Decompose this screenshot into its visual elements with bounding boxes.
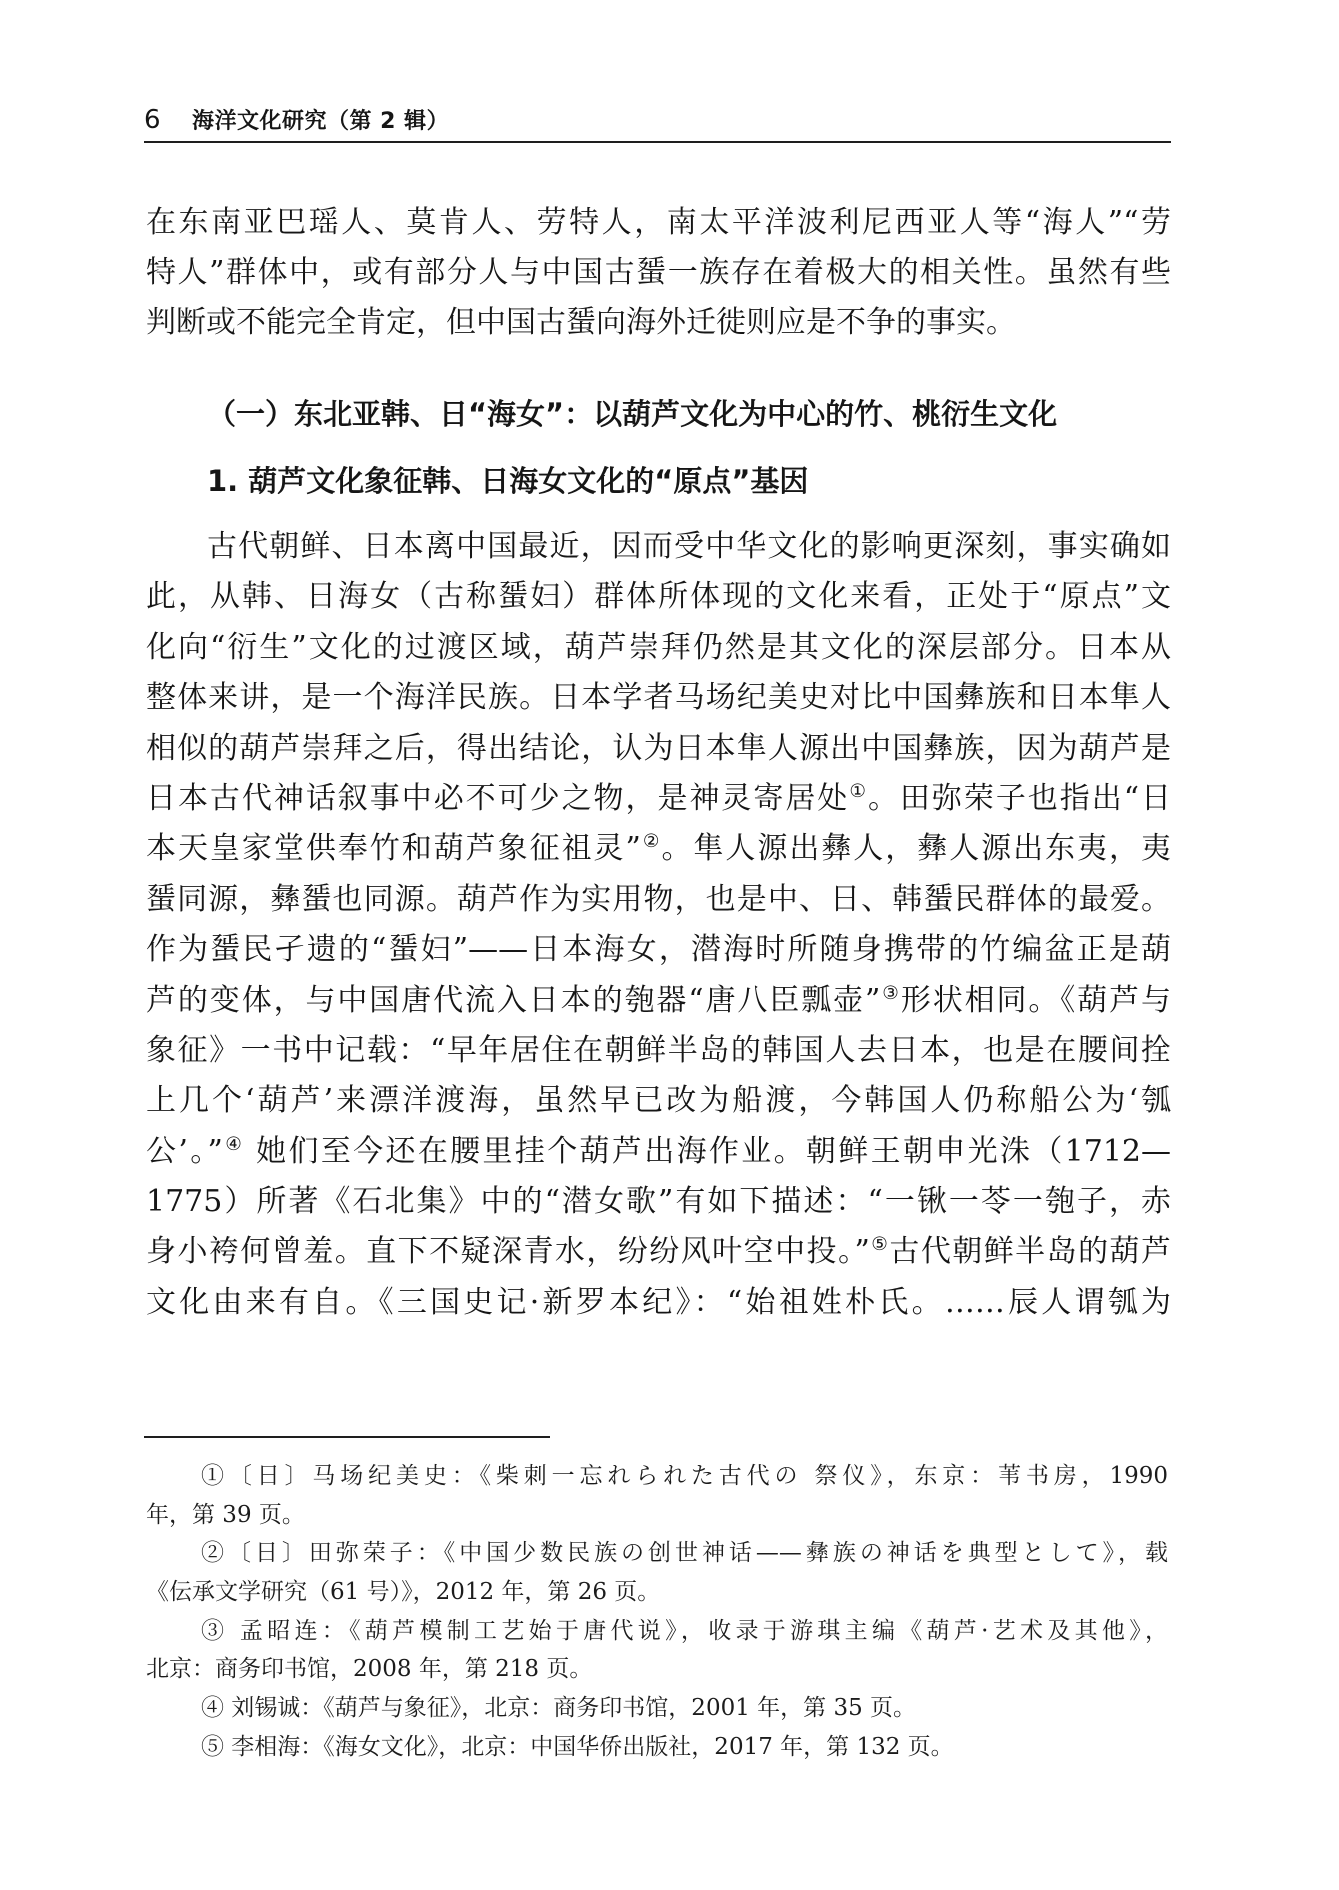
text-line [146,976,1171,1026]
subsection-heading: 1. 葫芦文化象征韩、日海女文化的“原点”基因 [207,464,809,498]
text-line: 作为蜑民孑遗的“蜑妇”——日本海女，潜海时所随身携带的竹编盆正是葫 [146,932,1171,968]
paragraph-continued [146,198,1171,348]
text-line: 文化由来有自。《三国史记·新罗本纪》：“始祖姓朴氏。……辰人谓瓠为 [146,1284,1171,1320]
page-number: 6 [144,105,161,135]
text-line: 此，从韩、日海女（古称蜑妇）群体所体现的文化来看，正处于“原点”文 [146,579,1171,615]
section-heading: （一）东北亚韩、日“海女”：以葫芦文化为中心的竹、桃衍生文化 [207,397,1058,431]
text-line [146,1127,1171,1177]
text-line [146,824,1171,874]
text-line: 1775）所著《石北集》中的“潜女歌”有如下描述：“一锹一苓一匏子，赤 [146,1184,1171,1220]
text-segment: 。田弥荣子也指出“日 [867,780,1172,816]
footnote-4-line: ④ 刘锡诚：《葫芦与象征》，北京：商务印书馆，2001 年，第 35 页。 [201,1695,917,1722]
running-header [144,104,449,140]
text-segment: 本天皇家堂供奉竹和葫芦象征祖灵” [146,831,641,867]
text-line: 蜑同源，彝蜑也同源。葫芦作为实用物，也是中、日、韩蜑民群体的最爱。 [146,881,1171,917]
footnote-3-line: ③ 孟昭连：《葫芦模制工艺始于唐代说》，收录于游琪主编《葫芦·艺术及其他》， [201,1617,1168,1644]
footnote-ref-4[interactable]: ④ [222,1133,245,1155]
text-segment: 芦的变体，与中国唐代流入日本的匏器“唐八臣瓢壶” [146,982,881,1018]
text-line: 判断或不能完全肯定，但中国古蜑向海外迁徙则应是不争的事实。 [146,305,1016,340]
footnote-ref-1[interactable]: ① [849,780,868,802]
text-line: 古代朝鲜、日本离中国最近，因而受中华文化的影响更深刻，事实确如 [207,529,1171,564]
text-line: 化向“衍生”文化的过渡区域，葫芦崇拜仍然是其文化的深层部分。日本从 [146,629,1171,665]
footnote-1-line: ①〔日〕马场纪美史：《柴刺一忘れられた古代の 祭仪》，东京：苇书房，1990 [201,1463,1168,1489]
text-segment: 身小袴何曾羞。直下不疑深青水，纷纷风叶空中投。” [146,1234,870,1270]
text-segment: 。隼人源出彝人，彝人源出东夷，夷 [661,831,1172,867]
text-line: 上几个‘葫芦’来漂洋渡海，虽然早已改为船渡，今韩国人仍称船公为‘瓠 [146,1083,1171,1119]
text-segment: 公’。” [146,1133,223,1169]
footnotes [146,1457,1168,1767]
text-line: 象征》一书中记载：“早年居住在朝鲜半岛的韩国人去日本，也是在腰间拴 [146,1032,1171,1068]
text-line [146,1227,1171,1277]
footnote-1-line: 年，第 39 页。 [146,1501,305,1528]
footnote-3-line: 北京：商务印书馆，2008 年，第 218 页。 [146,1656,593,1683]
text-line: 特人”群体中，或有部分人与中国古蜑一族存在着极大的相关性。虽然有些 [146,255,1171,290]
footnote-ref-3[interactable]: ③ [880,982,901,1004]
footnote-2-line: 《伝承文学研究（61 号）》，2012 年，第 26 页。 [146,1579,661,1606]
text-line: 相似的葫芦崇拜之后，得出结论，认为日本隼人源出中国彝族，因为葫芦是 [146,730,1171,766]
text-segment: 她们至今还在腰里挂个葫芦出海作业。朝鲜王朝申光洙（1712— [244,1133,1172,1169]
book-title: 海洋文化研究（第 2 辑） [192,109,450,134]
text-line [146,774,1171,824]
footnote-ref-2[interactable]: ② [640,831,662,853]
footnote-ref-5[interactable]: ⑤ [869,1234,890,1256]
footnote-5-line: ⑤ 李相海：《海女文化》，北京：中国华侨出版社，2017 年，第 132 页。 [201,1733,954,1760]
header-rule [144,141,1171,143]
text-segment: 古代朝鲜半岛的葫芦 [889,1234,1171,1270]
footnote-rule [144,1436,550,1438]
text-segment: 形状相同。《葫芦与 [900,982,1171,1018]
text-line: 整体来讲，是一个海洋民族。日本学者马场纪美史对比中国彝族和日本隼人 [146,680,1171,716]
paragraph [146,522,1171,1328]
footnote-2-line: ②〔日〕田弥荣子：《中国少数民族の创世神话——彝族の神话を典型として》，载 [201,1540,1169,1567]
text-segment: 日本古代神话叙事中必不可少之物，是神灵寄居处 [146,780,850,816]
text-line: 在东南亚巴瑶人、莫肯人、劳特人，南太平洋波利尼西亚人等“海人”“劳 [146,205,1171,240]
